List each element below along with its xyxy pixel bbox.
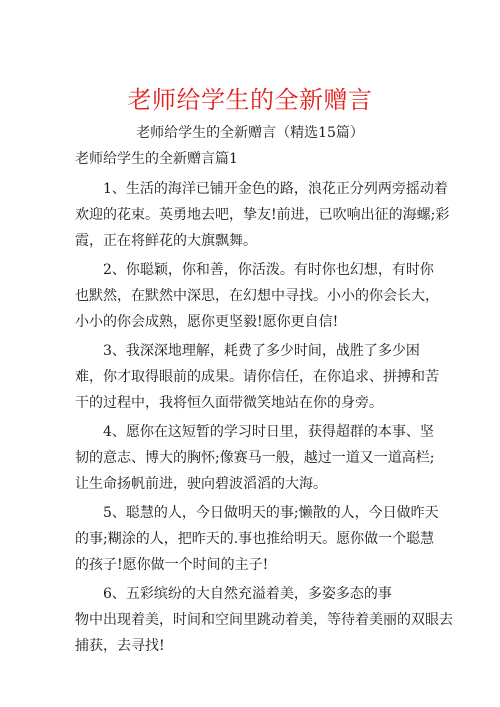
paragraph-4 [75,419,435,497]
paragraph-line: 的孩子!愿你做一个时间的主子! [75,557,269,573]
paragraph-line: 3、我深深地理解，耗费了多少时间，战胜了多少困 [103,343,420,359]
paragraph-line: 欢迎的花束。英勇地去吧，挚友!前进，已吹响出征的海螺;彩 [75,207,450,223]
paragraph-1 [75,176,450,254]
paragraph-2 [75,257,439,335]
document-title: 老师给学生的全新赠言 [127,86,373,114]
paragraph-line: 的事;糊涂的人，把昨天的.事也推给明天。愿你做一个聪慧 [75,531,435,547]
paragraph-line: 5、聪慧的人，今日做明天的事;懒散的人，今日做昨天 [103,505,439,521]
paragraph-3 [75,338,439,416]
section-heading: 老师给学生的全新赠言篇1 [75,151,238,167]
document-subtitle: 老师给学生的全新赠言（精选15篇） [136,125,364,141]
paragraph-line: 干的过程中，我将恒久面带微笑地站在你的身旁。 [75,395,383,411]
paragraph-line: 4、愿你在这短暂的学习时日里，获得超群的本事、坚 [103,424,434,440]
paragraph-line: 捕获，去寻找! [75,638,165,654]
paragraph-5 [75,500,439,578]
paragraph-line: 6、五彩缤纷的大自然充溢着美，多姿多态的事 [103,586,392,602]
paragraph-line: 让生命扬帆前进，驶向碧波滔滔的大海。 [75,476,327,492]
paragraph-line: 2、你聪颖，你和善，你活泼。有时你也幻想，有时你 [103,262,434,278]
document-body [75,176,453,662]
paragraph-line: 难，你才取得眼前的成果。请你信任，在你追求、拼搏和苦 [75,369,439,385]
paragraph-line: 韧的意志、博大的胸怀;像赛马一般，越过一道又一道高栏; [75,450,435,466]
paragraph-line: 小小的你会成熟，愿你更坚毅!愿你更自信! [75,314,339,330]
paragraph-line: 物中出现着美，时间和空间里跳动着美，等待着美丽的双眼去 [75,612,453,628]
paragraph-line: 1、生活的海洋已铺开金色的路，浪花正分列两旁摇动着 [103,181,448,197]
paragraph-line: 霞，正在将鲜花的大旗飘舞。 [75,233,257,249]
paragraph-line: 也默然，在默然中深思，在幻想中寻找。小小的你会长大， [75,288,439,304]
paragraph-6 [75,581,453,659]
